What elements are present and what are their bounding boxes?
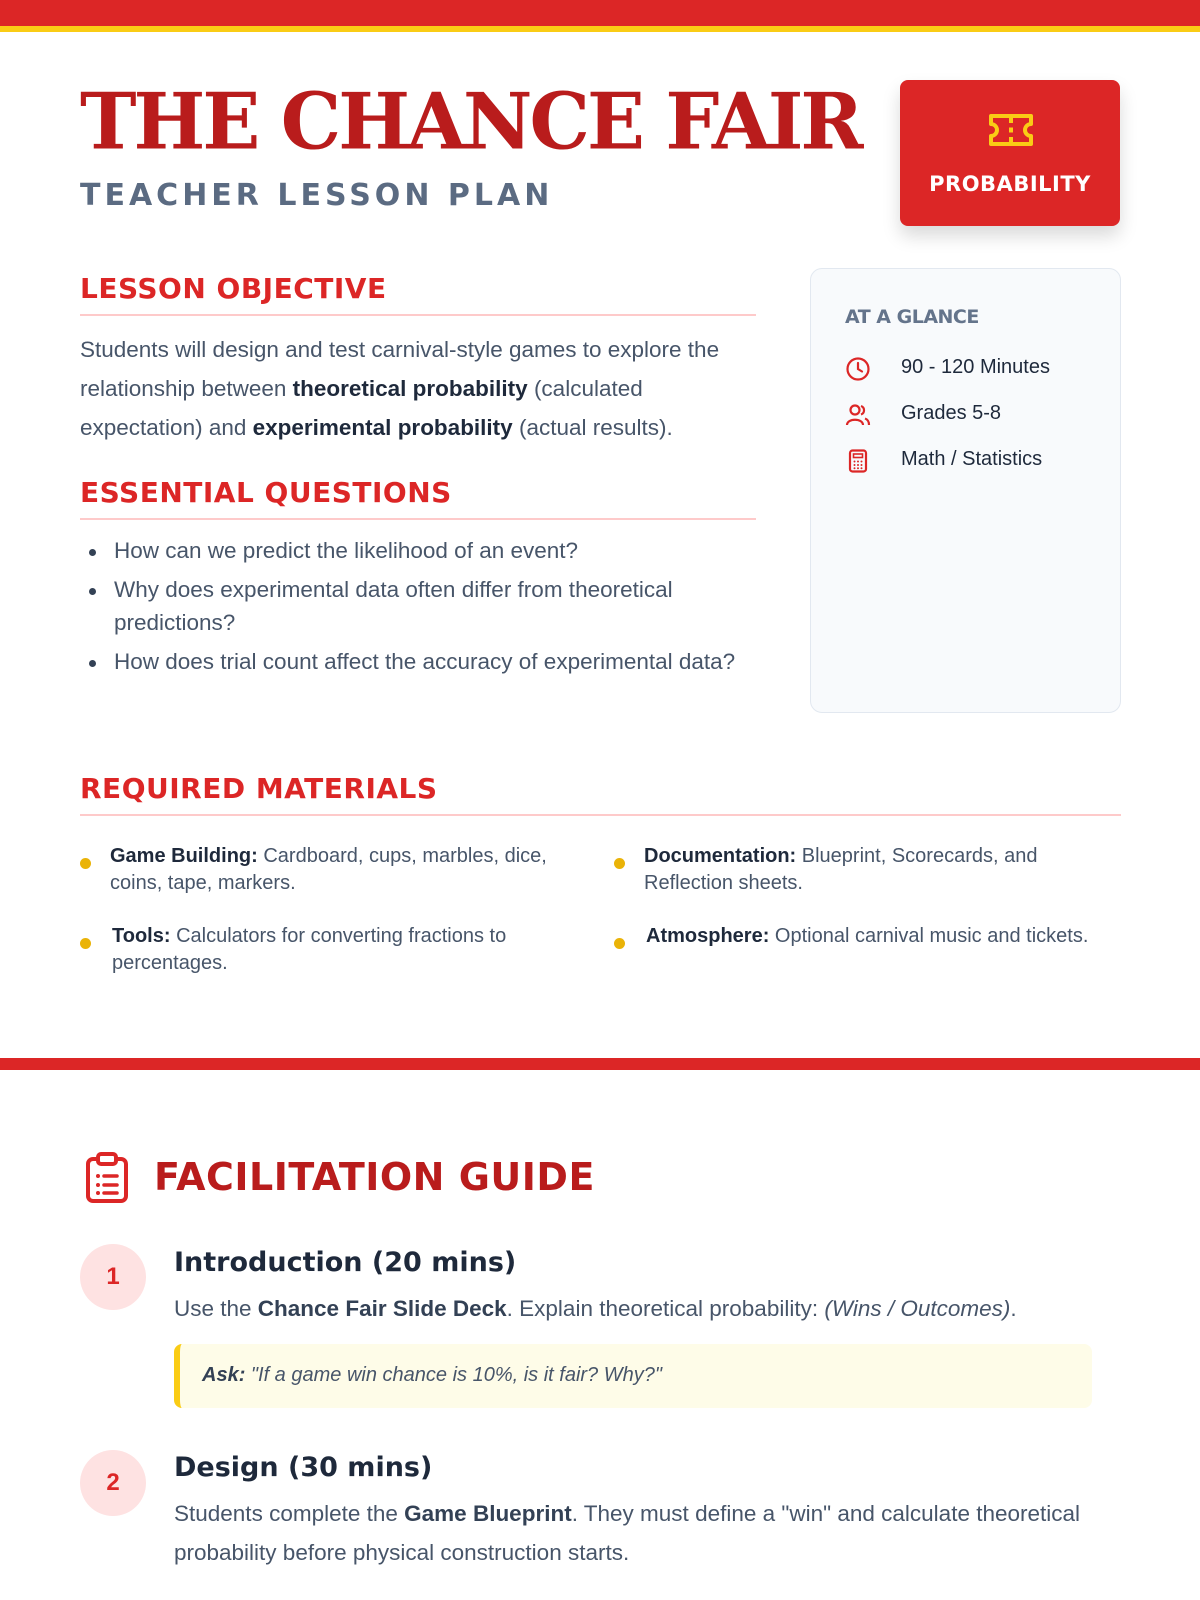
material-item-tools: Tools: Calculators for converting fractions to percentages. (112, 925, 507, 974)
step-number: 1 (80, 1244, 146, 1310)
users-icon (845, 402, 871, 428)
top-accent-bar (0, 0, 1200, 26)
material-item-atmosphere: Atmosphere: Optional carnival music and tickets. (646, 925, 1089, 947)
top-accent-stripe (0, 26, 1200, 32)
clipboard-icon (84, 1152, 130, 1204)
bullet-dot (614, 858, 625, 869)
list-item: Why does experimental data often differ from theoretical predictions? (80, 573, 760, 639)
step-title: Introduction (20 mins) (174, 1247, 517, 1278)
calculator-icon (845, 448, 871, 474)
step-number: 2 (80, 1450, 146, 1516)
clock-icon (845, 356, 871, 382)
list-item: How can we predict the likelihood of an event? (80, 534, 760, 567)
material-item-game-building: Game Building: Cardboard, cups, marbles, dice, coins, tape, markers. (110, 845, 547, 894)
material-item-documentation: Documentation: Blueprint, Scorecards, and Reflection sheets. (644, 845, 1038, 894)
bullet-dot (80, 938, 91, 949)
step-description: Students complete the Game Blueprint. They must define a "win" and calculate theoretical probability before physical construction starts. (174, 1501, 1081, 1565)
badge-label: PROBABILITY (929, 172, 1091, 196)
questions-heading: ESSENTIAL QUESTIONS (80, 476, 452, 509)
at-a-glance-card: AT A GLANCE 90 - 120 Minutes Grades 5-8 Math / Statistics (810, 268, 1121, 713)
objective-text: Students will design and test carnival-style games to explore the relationship between theoretical probability (calculated expectation) and experimental probability (actual results). (80, 337, 720, 440)
guide-title: FACILITATION GUIDE (154, 1155, 595, 1199)
questions-divider (80, 518, 756, 520)
list-item: How does trial count affect the accuracy of experimental data? (80, 645, 760, 678)
materials-heading: REQUIRED MATERIALS (80, 772, 438, 805)
step-title: Design (30 mins) (174, 1452, 433, 1483)
subject-badge (900, 80, 1120, 226)
ticket-icon (985, 110, 1037, 150)
ask-text: Ask: "If a game win chance is 10%, is it fair? Why?" (202, 1364, 662, 1386)
page-title: THE CHANCE FAIR (80, 76, 861, 167)
objective-heading: LESSON OBJECTIVE (80, 272, 387, 305)
materials-divider (80, 814, 1121, 816)
bullet-dot (80, 858, 91, 869)
page-subtitle: TEACHER LESSON PLAN (80, 178, 554, 213)
glance-title: AT A GLANCE (845, 306, 979, 328)
bullet-dot (614, 938, 625, 949)
objective-divider (80, 314, 756, 316)
questions-list (80, 534, 760, 684)
ask-callout (174, 1344, 1092, 1408)
section-divider-bar (0, 1058, 1200, 1070)
step-description: Use the Chance Fair Slide Deck. Explain theoretical probability: (Wins / Outcomes). (174, 1296, 1017, 1321)
